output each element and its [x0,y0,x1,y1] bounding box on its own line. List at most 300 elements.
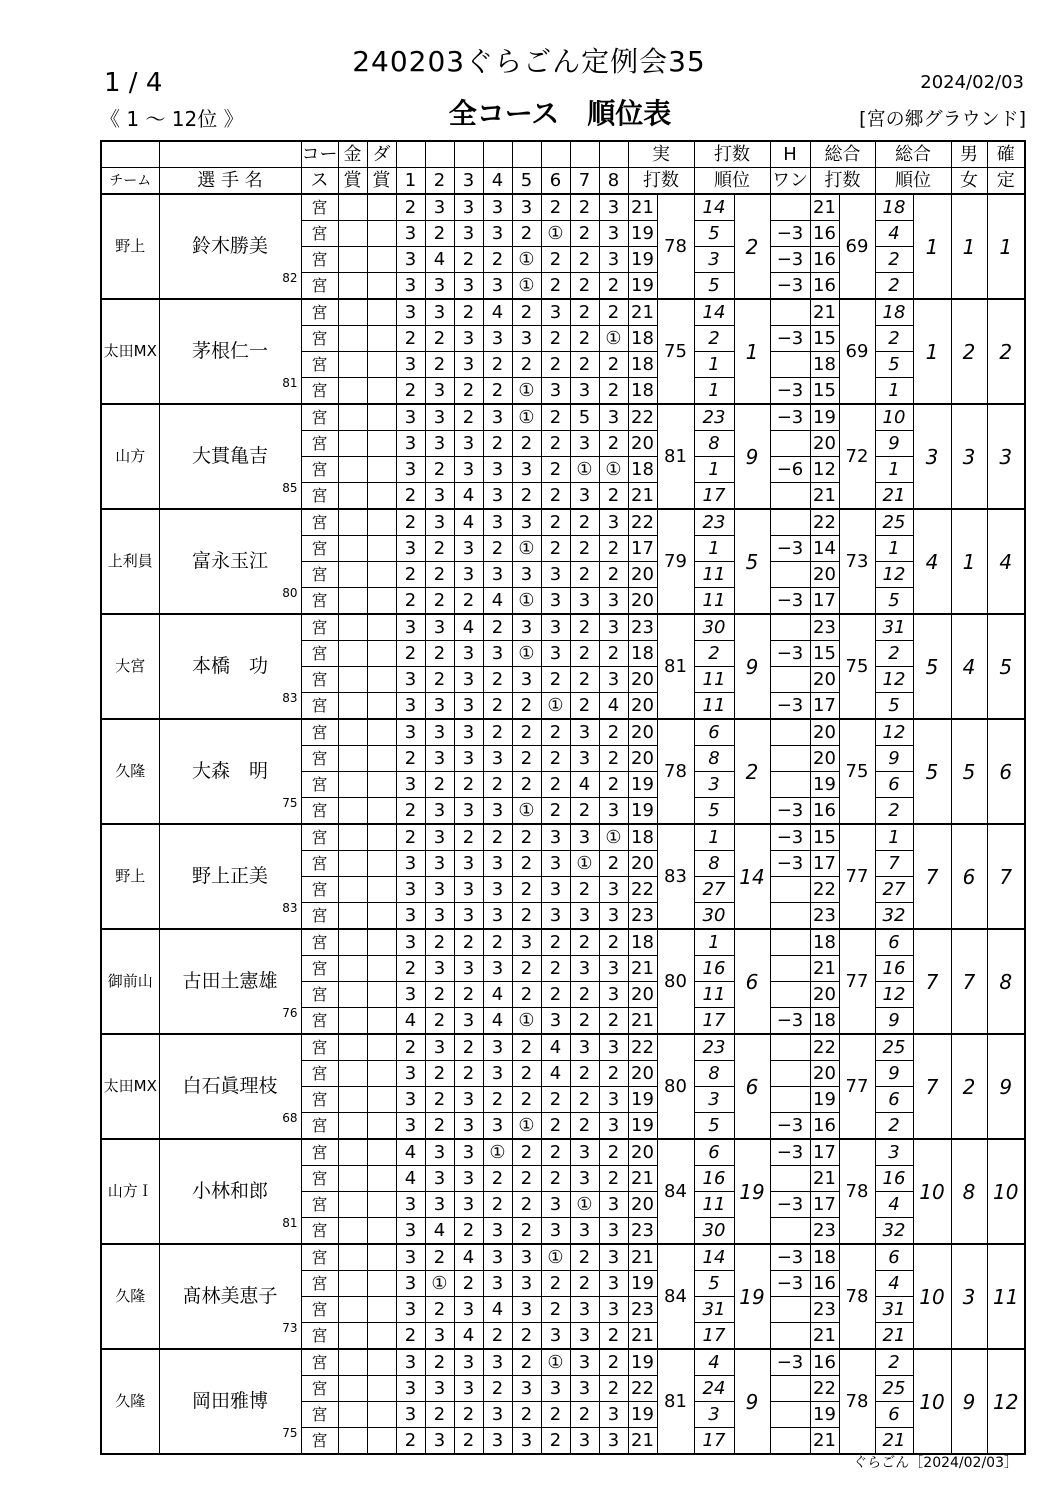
round-row [101,1139,1025,1166]
hole-score: 2 [454,588,483,615]
net-round-strokes: 22 [810,509,839,536]
strokes-rank: 9 [734,614,770,719]
round-strokes: 21 [628,1244,657,1271]
hole-score: 3 [396,1244,425,1271]
player-name: 髙林美恵子 [182,1285,278,1307]
hole-score: 2 [599,746,628,772]
handicap: 80 [282,586,298,600]
hole-in-one-bonus [770,903,810,930]
gold-prize-cell [338,824,367,851]
da-prize-cell [367,457,396,483]
da-prize-cell [367,1113,396,1140]
total-rank: 3 [913,404,951,509]
course-cell: 宮 [301,536,338,562]
hole-score: 2 [454,982,483,1008]
hole-in-one-bonus [770,1297,810,1323]
round-strokes: 19 [628,798,657,825]
round-strokes: 22 [628,1034,657,1061]
net-round-strokes: 23 [810,1218,839,1245]
hole-score: 3 [483,326,512,352]
round-strokes: 22 [628,1376,657,1402]
hole-score: ① [599,326,628,352]
gold-prize-cell [338,1323,367,1350]
net-round-rank: 5 [875,693,913,720]
hole-in-one-bonus [770,982,810,1008]
strokes-rank: 9 [734,404,770,509]
hole-score: 4 [541,1061,570,1087]
hole-score: 3 [454,326,483,352]
hole-score: 3 [396,1192,425,1218]
hole-score: 2 [570,1087,599,1113]
da-prize-cell [367,1008,396,1035]
hole-score: 2 [425,667,454,693]
hole-score: 2 [570,562,599,588]
net-round-strokes: 17 [810,588,839,615]
hole-score: 3 [599,877,628,903]
gender-rank: 7 [951,929,987,1034]
hole-5-header-top [512,141,541,168]
course-cell: 宮 [301,221,338,247]
hole-score: 3 [483,1113,512,1140]
hole-score: 2 [512,982,541,1008]
da-prize-cell [367,719,396,746]
hole-score: 2 [512,746,541,772]
net-round-strokes: 20 [810,667,839,693]
gold-prize-cell [338,273,367,300]
hole-score: 2 [512,1139,541,1166]
hole-score: 2 [483,667,512,693]
hole-score: 3 [541,588,570,615]
gender-rank: 9 [951,1349,987,1454]
hole-score: 2 [541,247,570,273]
hole-score: 2 [483,693,512,720]
team-cell: 久隆 [101,1244,159,1349]
da-prize-cell [367,404,396,431]
strokes-rank: 1 [734,299,770,404]
gold-prize-cell [338,431,367,457]
net-round-rank: 9 [875,431,913,457]
hole-score: ① [512,273,541,300]
hole-score: 3 [483,562,512,588]
gold-prize-cell [338,352,367,378]
gold-prize-cell [338,404,367,431]
hole-score: 2 [599,562,628,588]
hole-score: 3 [599,1244,628,1271]
round-strokes: 20 [628,1192,657,1218]
total-strokes: 69 [839,194,875,299]
round-strokes: 23 [628,1297,657,1323]
player-name: 小林和郎 [191,1180,268,1202]
hole-score: 2 [541,1297,570,1323]
hole-score: 2 [454,1428,483,1455]
hole-score: 2 [541,1087,570,1113]
hole-score: 3 [454,667,483,693]
round-rank: 27 [694,877,734,903]
hole-score: 2 [396,194,425,221]
hole-score: 3 [396,614,425,641]
gender-rank: 1 [951,509,987,614]
hole-score: 2 [541,194,570,221]
net-round-rank: 1 [875,824,913,851]
actual-strokes: 78 [657,719,694,824]
course-cell: 宮 [301,1376,338,1402]
da-prize-cell [367,929,396,956]
round-rank: 17 [694,483,734,510]
hole-score: 3 [454,851,483,877]
hole-score: 3 [454,1166,483,1192]
net-round-strokes: 20 [810,1061,839,1087]
hole-in-one-bonus [770,483,810,510]
hole-score: 2 [425,1061,454,1087]
strokes-rank-header-top: 打数 [694,141,770,168]
hole-score: 2 [541,1166,570,1192]
hole-score: 2 [512,956,541,982]
hole-score: 3 [425,299,454,326]
hole-score: 2 [541,457,570,483]
hole-score: 2 [454,378,483,405]
handicap: 81 [282,1216,298,1230]
gold-prize-cell [338,247,367,273]
strokes-rank: 2 [734,194,770,299]
round-rank: 11 [694,588,734,615]
gold-prize-cell [338,956,367,982]
da-prize-cell [367,1323,396,1350]
hole-score: 2 [599,851,628,877]
hole-score: 3 [425,1323,454,1350]
hole-in-one-bonus: −3 [770,693,810,720]
gender-rank: 4 [951,614,987,719]
net-round-rank: 2 [875,273,913,300]
course-cell: 宮 [301,1139,338,1166]
hole-score: 3 [541,1323,570,1350]
final-rank: 2 [987,299,1025,404]
hole-in-one-bonus [770,562,810,588]
hole-score: 3 [570,378,599,405]
gender-rank-header-top: 男 [951,141,987,168]
da-prize-cell [367,1034,396,1061]
hole-score: 2 [425,1087,454,1113]
round-strokes: 19 [628,247,657,273]
net-round-strokes: 20 [810,562,839,588]
course-cell: 宮 [301,824,338,851]
hole-score: 2 [599,352,628,378]
hole-score: 3 [599,404,628,431]
round-strokes: 18 [628,326,657,352]
hole-score: 2 [541,352,570,378]
hole-in-one-bonus: −3 [770,588,810,615]
hole-in-one-bonus [770,352,810,378]
hole-score: 2 [512,1192,541,1218]
da-prize-cell [367,1166,396,1192]
net-round-rank: 18 [875,194,913,221]
hole-score: 2 [396,746,425,772]
hole-score: 2 [541,772,570,798]
total-rank: 4 [913,509,951,614]
hole-score: 3 [396,273,425,300]
net-round-rank: 18 [875,299,913,326]
da-prize-header-bottom: 賞 [367,168,396,195]
hole-score: 2 [570,1271,599,1297]
handicap: 82 [282,271,298,285]
footer-credit: ぐらごん［2024/02/03］ [853,1455,1018,1471]
hole-score: 2 [599,641,628,667]
net-round-rank: 32 [875,1218,913,1245]
hole-score: ① [512,536,541,562]
hole-score: 4 [454,483,483,510]
hole-score: 2 [570,693,599,720]
header-row-bottom [101,168,1025,195]
hole-score: 3 [396,431,425,457]
hole-score: 3 [425,877,454,903]
hole-score: 2 [483,772,512,798]
hole-score: 3 [512,929,541,956]
net-round-strokes: 19 [810,1402,839,1428]
hole-score: 2 [599,1349,628,1376]
hole-score: ① [599,824,628,851]
hole-score: 4 [483,982,512,1008]
hole-score: 2 [425,1008,454,1035]
player-name-cell [159,509,301,614]
course-cell: 宮 [301,746,338,772]
hole-score: ① [512,641,541,667]
hole-in-one-bonus [770,877,810,903]
net-round-rank: 1 [875,457,913,483]
round-rank: 1 [694,536,734,562]
hole-score: 3 [599,247,628,273]
hole-score: 2 [483,1087,512,1113]
hole-score: 2 [541,483,570,510]
hole-score: 3 [396,772,425,798]
course-cell: 宮 [301,1166,338,1192]
course-cell: 宮 [301,378,338,405]
net-round-strokes: 20 [810,431,839,457]
net-round-rank: 10 [875,404,913,431]
net-round-rank: 31 [875,1297,913,1323]
actual-strokes: 80 [657,929,694,1034]
gold-prize-cell [338,1061,367,1087]
hole-score: 3 [483,798,512,825]
hole-score: 3 [570,1218,599,1245]
hole-score: 3 [483,1244,512,1271]
net-round-strokes: 17 [810,1139,839,1166]
course-cell: 宮 [301,1428,338,1455]
hole-in-one-header-top: H [770,141,810,168]
hole-score: 3 [396,247,425,273]
hole-score: 3 [599,1271,628,1297]
player-name-cell [159,614,301,719]
hole-score: 2 [570,536,599,562]
da-prize-cell [367,824,396,851]
player-name-cell [159,719,301,824]
page-title: 240203ぐらごん定例会35 [352,45,706,78]
gold-prize-cell [338,667,367,693]
hole-score: 3 [396,457,425,483]
da-prize-cell [367,562,396,588]
round-strokes: 20 [628,667,657,693]
hole-in-one-bonus [770,1428,810,1455]
net-round-strokes: 15 [810,378,839,405]
net-round-strokes: 17 [810,851,839,877]
hole-score: 2 [454,1034,483,1061]
hole-score: 4 [599,693,628,720]
hole-in-one-bonus [770,614,810,641]
round-rank: 8 [694,431,734,457]
round-rank: 8 [694,746,734,772]
da-prize-cell [367,1349,396,1376]
round-strokes: 23 [628,614,657,641]
hole-in-one-bonus [770,746,810,772]
hole-score: 2 [512,431,541,457]
course-cell: 宮 [301,614,338,641]
hole-score: 3 [483,1402,512,1428]
course-cell: 宮 [301,1034,338,1061]
hole-score: 4 [396,1166,425,1192]
round-rank: 23 [694,509,734,536]
hole-score: 4 [425,1218,454,1245]
hole-score: 3 [454,1008,483,1035]
net-round-rank: 12 [875,719,913,746]
hole-score: 2 [570,273,599,300]
course-cell: 宮 [301,798,338,825]
round-rank: 30 [694,903,734,930]
hole-score: 3 [454,1297,483,1323]
net-round-rank: 25 [875,1376,913,1402]
round-rank: 3 [694,772,734,798]
round-rank: 11 [694,667,734,693]
round-strokes: 21 [628,1008,657,1035]
hole-in-one-header-bottom: ワン [770,168,810,195]
hole-in-one-bonus [770,1166,810,1192]
hole-score: 3 [599,1297,628,1323]
round-strokes: 20 [628,1139,657,1166]
round-rank: 6 [694,719,734,746]
total-strokes: 75 [839,719,875,824]
net-round-rank: 21 [875,1323,913,1350]
gender-rank: 6 [951,824,987,929]
hole-score: 2 [541,746,570,772]
net-round-rank: 25 [875,1034,913,1061]
round-row [101,824,1025,851]
hole-in-one-bonus: −3 [770,326,810,352]
actual-strokes: 81 [657,1349,694,1454]
hole-score: 3 [599,982,628,1008]
hole-score: 2 [425,772,454,798]
round-rank: 1 [694,378,734,405]
round-rank: 2 [694,641,734,667]
hole-in-one-bonus [770,1376,810,1402]
da-prize-cell [367,746,396,772]
hole-score: 3 [512,1297,541,1323]
total-rank: 7 [913,824,951,929]
hole-score: 2 [512,1087,541,1113]
handicap: 83 [282,691,298,705]
round-strokes: 21 [628,194,657,221]
hole-score: 3 [483,1428,512,1455]
hole-score: 4 [454,1244,483,1271]
hole-score: 3 [425,378,454,405]
da-prize-cell [367,1139,396,1166]
hole-score: 3 [599,1087,628,1113]
hole-score: 2 [425,326,454,352]
hole-score: 2 [396,1034,425,1061]
gender-rank: 2 [951,299,987,404]
da-prize-cell [367,326,396,352]
net-round-strokes: 15 [810,824,839,851]
hole-score: 2 [425,562,454,588]
hole-in-one-bonus [770,1402,810,1428]
hole-4-header: 4 [483,168,512,195]
net-round-rank: 2 [875,798,913,825]
round-strokes: 19 [628,221,657,247]
player-name: 鈴木勝美 [191,235,268,257]
course-cell: 宮 [301,1244,338,1271]
actual-strokes: 81 [657,614,694,719]
course-cell: 宮 [301,326,338,352]
course-cell: 宮 [301,562,338,588]
net-round-rank: 2 [875,247,913,273]
hole-score: 2 [396,798,425,825]
hole-score: ① [512,404,541,431]
hole-score: 3 [599,1218,628,1245]
round-rank: 1 [694,824,734,851]
team-cell: 久隆 [101,719,159,824]
hole-score: 3 [570,746,599,772]
course-cell: 宮 [301,194,338,221]
hole-score: 3 [396,1271,425,1297]
hole-score: 3 [483,404,512,431]
hole-score: 3 [599,1192,628,1218]
hole-score: 2 [483,536,512,562]
round-rank: 3 [694,1087,734,1113]
da-prize-cell [367,772,396,798]
hole-in-one-bonus: −3 [770,1139,810,1166]
hole-score: ① [512,588,541,615]
hole-score: 2 [541,798,570,825]
hole-score: 3 [599,221,628,247]
handicap: 75 [282,796,298,810]
hole-in-one-bonus: −3 [770,824,810,851]
course-cell: 宮 [301,1349,338,1376]
hole-score: 3 [454,562,483,588]
rank-range: 《 1 ～ 12位 》 [100,107,244,131]
net-round-rank: 2 [875,641,913,667]
hole-score: 3 [454,1139,483,1166]
hole-score: 3 [396,719,425,746]
course-cell: 宮 [301,1271,338,1297]
da-prize-cell [367,378,396,405]
hole-score: 3 [425,956,454,982]
hole-score: 3 [483,641,512,667]
hole-score: 2 [396,588,425,615]
net-round-rank: 32 [875,903,913,930]
net-round-rank: 5 [875,588,913,615]
hole-score: 2 [599,273,628,300]
net-round-strokes: 20 [810,746,839,772]
total-strokes: 78 [839,1349,875,1454]
actual-strokes: 84 [657,1139,694,1244]
hole-score: 3 [454,877,483,903]
hole-2-header-top [425,141,454,168]
gender-rank: 2 [951,1034,987,1139]
hole-score: 2 [512,483,541,510]
hole-in-one-bonus: −3 [770,247,810,273]
net-round-rank: 9 [875,1061,913,1087]
hole-score: 2 [454,1271,483,1297]
gold-prize-cell [338,798,367,825]
round-rank: 8 [694,851,734,877]
gold-prize-cell [338,221,367,247]
da-prize-cell [367,509,396,536]
